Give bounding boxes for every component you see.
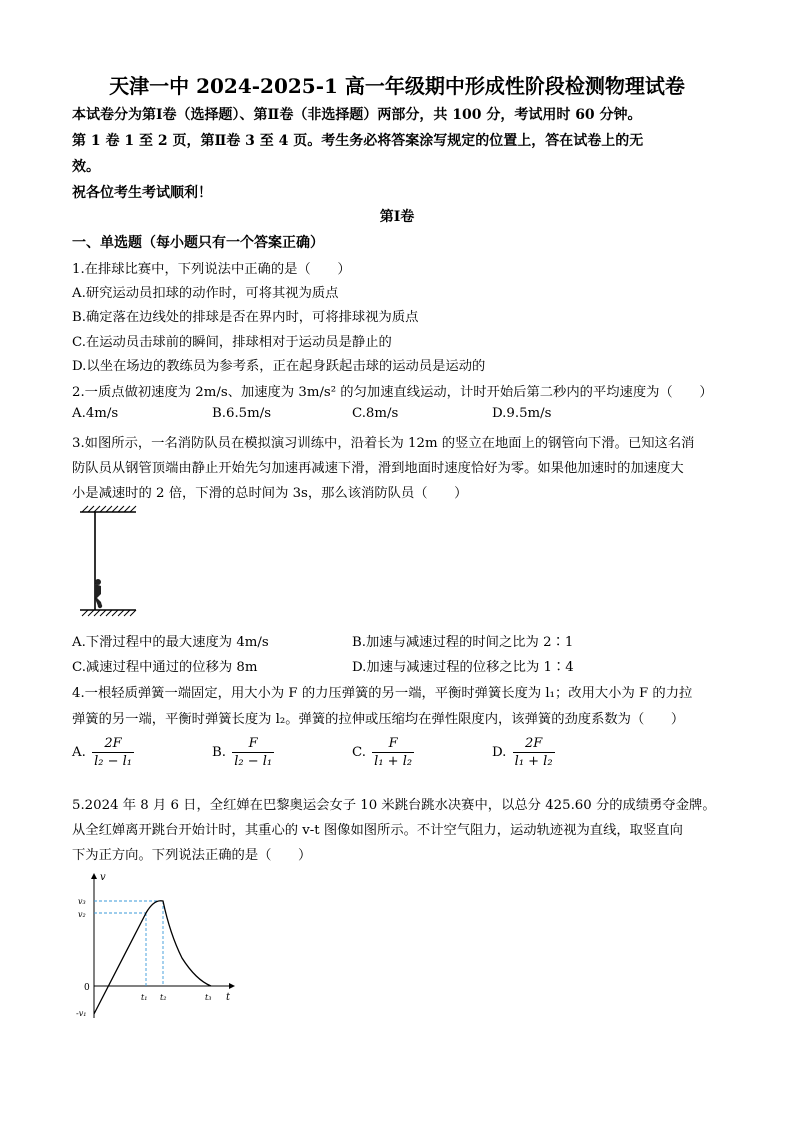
q4-option-a-denominator: l₂ − l₁ [94,754,132,769]
q5-stem-line-2: 从全红婵离开跳台开始计时，其重心的 v-t 图像如图所示。不计空气阻力，运动轨迹视为直线，取竖直向 [72,823,683,838]
q4-stem-line-1: 4.一根轻质弹簧一端固定，用大小为 F 的力压弹簧的另一端，平衡时弹簧长度为 l₁；改用大小为 F 的力拉 [72,686,693,701]
q2-option-c: C.8m/s [352,406,399,421]
q4-option-c-numerator: F [372,735,414,753]
q4-option-a [72,735,134,770]
q4-option-b-label: B. [212,745,226,760]
q1-option-b: B.确定落在边线处的排球是否在界内时，可将排球视为质点 [72,310,419,325]
q3-option-d: D.加速与减速过程的位移之比为 1∶4 [352,660,574,675]
v1-label: -v₁ [76,1009,87,1018]
t1-label: t₁ [141,993,148,1002]
q5-stem-line-1: 5.2024 年 8 月 6 日，全红婵在巴黎奥运会女子 10 米跳台跳水决赛中，以总分 425.60 分的成绩勇夺金牌。 [72,798,716,813]
section-heading: 一、单选题（每小题只有一个答案正确） [72,235,324,251]
intro-line-2: 第 1 卷 1 至 2 页，第Ⅱ卷 3 至 4 页。考生务必将答案涂写规定的位置上，答在试卷上的无 [72,133,644,149]
q4-option-d-denominator: l₁ + l₂ [514,754,553,769]
t3-label: t₃ [205,993,212,1002]
q4-option-b-denominator: l₂ − l₁ [234,754,273,769]
exam-title: 天津一中 2024-2025-1 高一年级期中形成性阶段检测物理试卷 [109,74,685,98]
intro-line-4: 祝各位考生考试顺利！ [72,185,212,201]
q4-option-a-numerator: 2F [92,735,134,753]
q1-option-c: C.在运动员击球前的瞬间，排球相对于运动员是静止的 [72,335,392,350]
q3-stem-line-2: 防队员从钢管顶端由静止开始先匀加速再减速下滑，滑到地面时速度恰好为零。如果他加速时的加速度大 [72,461,684,476]
q1-option-a: A.研究运动员扣球的动作时，可将其视为质点 [72,286,339,301]
q4-option-b-fraction [232,735,274,770]
q4-option-a-label: A. [72,745,86,760]
vt-graph [74,868,244,1024]
q2-option-b: B.6.5m/s [212,406,272,421]
q4-option-b [212,735,274,770]
q4-option-b-numerator: F [232,735,274,753]
t2-label: t₂ [160,993,167,1002]
q4-option-d [492,735,555,770]
q4-option-c-fraction [372,735,414,770]
q4-option-a-fraction [92,735,134,770]
intro-line-3: 效。 [72,159,100,175]
q4-option-d-numerator: 2F [513,735,555,753]
v-axis-label: v [100,872,106,883]
q4-option-c [352,735,414,770]
q2-option-d: D.9.5m/s [492,406,552,421]
v2-label: v₂ [78,910,86,919]
q4-option-c-denominator: l₁ + l₂ [374,754,413,769]
volume-heading: 第Ⅰ卷 [379,209,415,225]
q3-option-b: B.加速与减速过程的时间之比为 2∶1 [352,635,574,650]
q2-option-a: A.4m/s [72,406,119,421]
q4-option-d-fraction [513,735,555,770]
q4-option-d-label: D. [492,745,507,760]
v3-label: v₃ [78,897,86,906]
q5-stem-line-3: 下为正方向。下列说法正确的是（ ） [72,848,312,863]
firefighter-pole-figure [74,504,146,620]
q3-stem-line-1: 3.如图所示，一名消防队员在模拟演习训练中，沿着长为 12m 的竖立在地面上的钢管向下滑。已知这名消 [72,436,695,451]
q3-option-c: C.减速过程中通过的位移为 8m [72,660,258,675]
t-axis-label: t [226,992,231,1003]
guide-lines [94,901,163,986]
q2-stem: 2.一质点做初速度为 2m/s、加速度为 3m/s² 的匀加速直线运动，计时开始后第二秒内的平均速度为（ ） [72,385,713,400]
vt-curve [94,901,211,1014]
q3-stem-line-3: 小是减速时的 2 倍，下滑的总时间为 3s，那么该消防队员（ ） [72,486,468,501]
q1-stem: 1.在排球比赛中，下列说法中正确的是（ ） [72,262,351,277]
q4-stem-line-2: 弹簧的另一端，平衡时弹簧长度为 l₂。弹簧的拉伸或压缩均在弹性限度内，该弹簧的劲度系数为（ ） [72,712,685,727]
q3-option-a: A.下滑过程中的最大速度为 4m/s [72,635,269,650]
intro-line-1: 本试卷分为第Ⅰ卷（选择题）、第Ⅱ卷（非选择题）两部分，共 100 分，考试用时 60 分钟。 [72,107,642,123]
q1-option-d: D.以坐在场边的教练员为参考系，正在起身跃起击球的运动员是运动的 [72,359,486,374]
origin-label: 0 [84,983,90,993]
q4-option-c-label: C. [352,745,366,760]
